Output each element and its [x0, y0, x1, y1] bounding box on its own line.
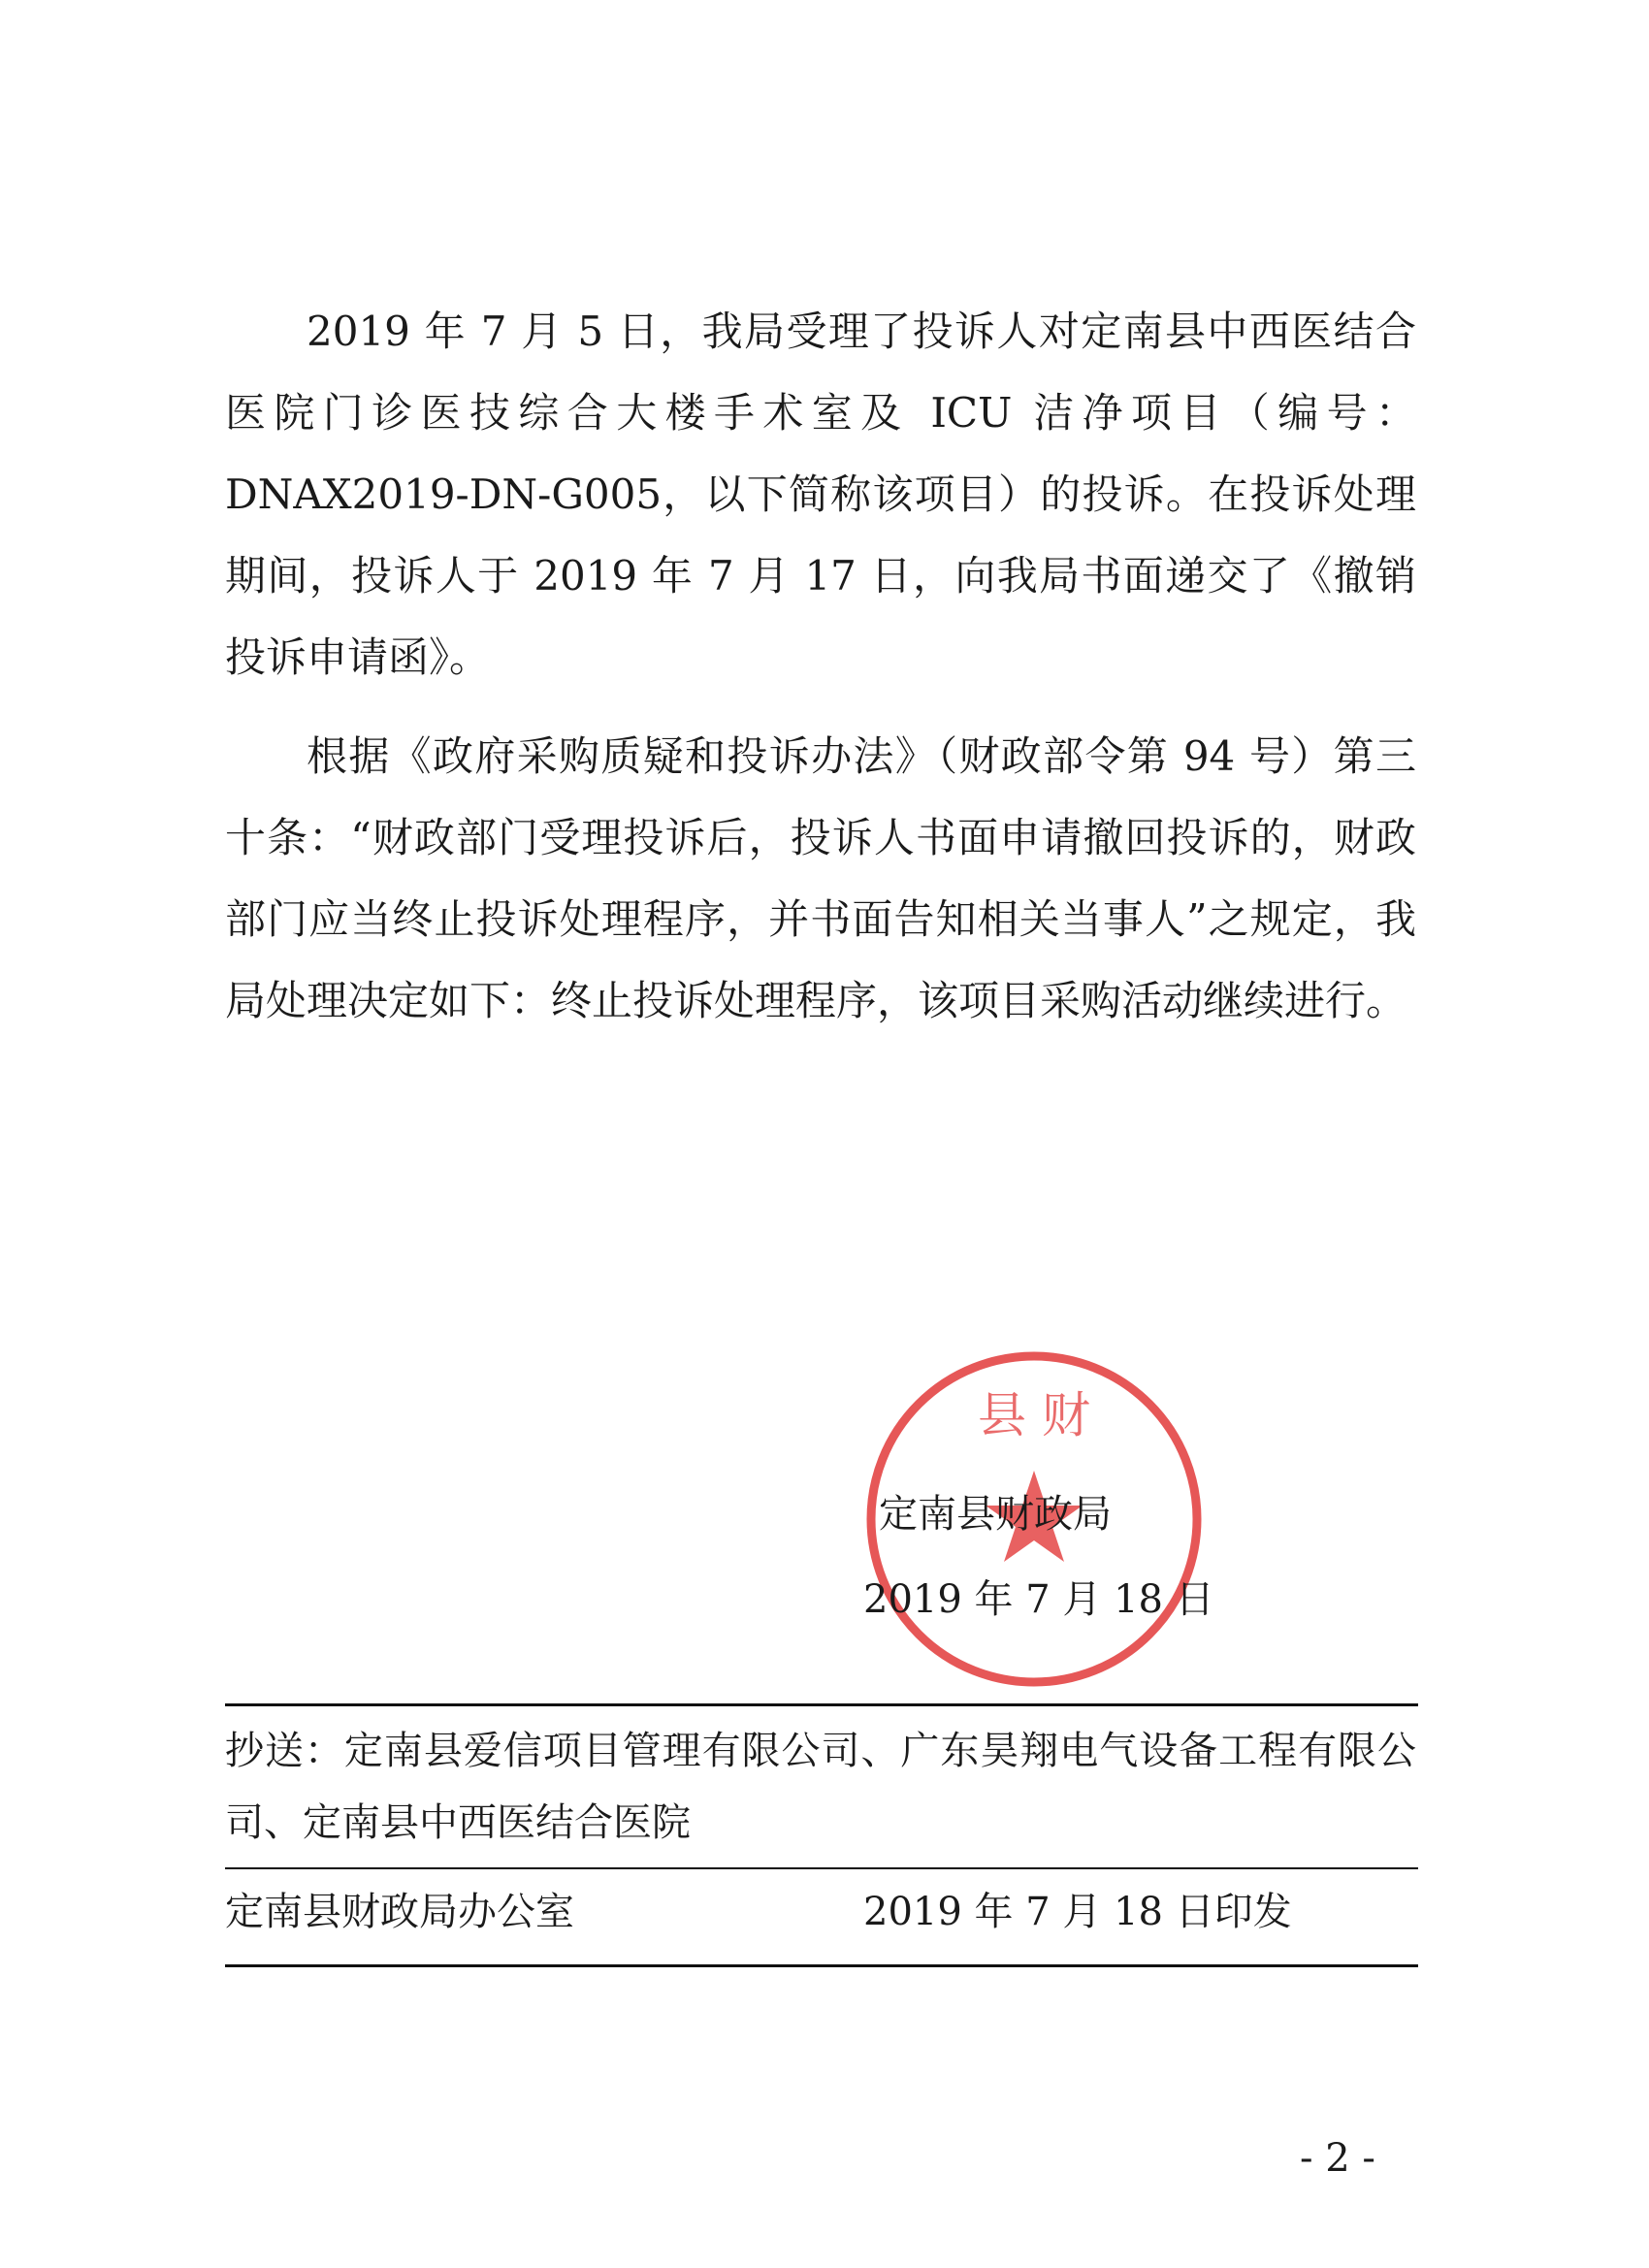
divider-middle	[225, 1867, 1418, 1869]
divider-bottom	[225, 1964, 1418, 1967]
issue-date: 2019 年 7 月 18 日印发	[863, 1890, 1292, 1934]
body-paragraph-1: 2019 年 7 月 5 日，我局受理了投诉人对定南县中西医结合医院门诊医技综合大楼手术室及 ICU 洁净项目（编号：DNAX2019-DN-G005，以下简称该项目）的投诉。在投诉处理期间，投诉人于 2019 年 7 月 17 日，向我局书面递交了《撤销投诉申请函》。	[225, 308, 1416, 681]
divider-top	[225, 1703, 1418, 1706]
issuing-office: 定南县财政局办公室	[225, 1890, 574, 1934]
signature-organization: 定南县财政局	[879, 1492, 1112, 1537]
signature-date: 2019 年 7 月 18 日	[863, 1577, 1214, 1622]
body-paragraph-2: 根据《政府采购质疑和投诉办法》（财政部令第 94 号）第三十条：“财政部门受理投诉后，投诉人书面申请撤回投诉的，财政部门应当终止投诉处理程序，并书面告知相关当事人”之规定，我局处理决定如下：终止投诉处理程序，该项目采购活动继续进行。	[225, 732, 1416, 1024]
page-number: - 2 -	[1300, 2136, 1375, 2181]
cc-list: 抄送：定南县爱信项目管理有限公司、广东昊翔电气设备工程有限公司、定南县中西医结合医院	[225, 1729, 1416, 1845]
svg-text:县 财: 县 财	[978, 1387, 1090, 1443]
